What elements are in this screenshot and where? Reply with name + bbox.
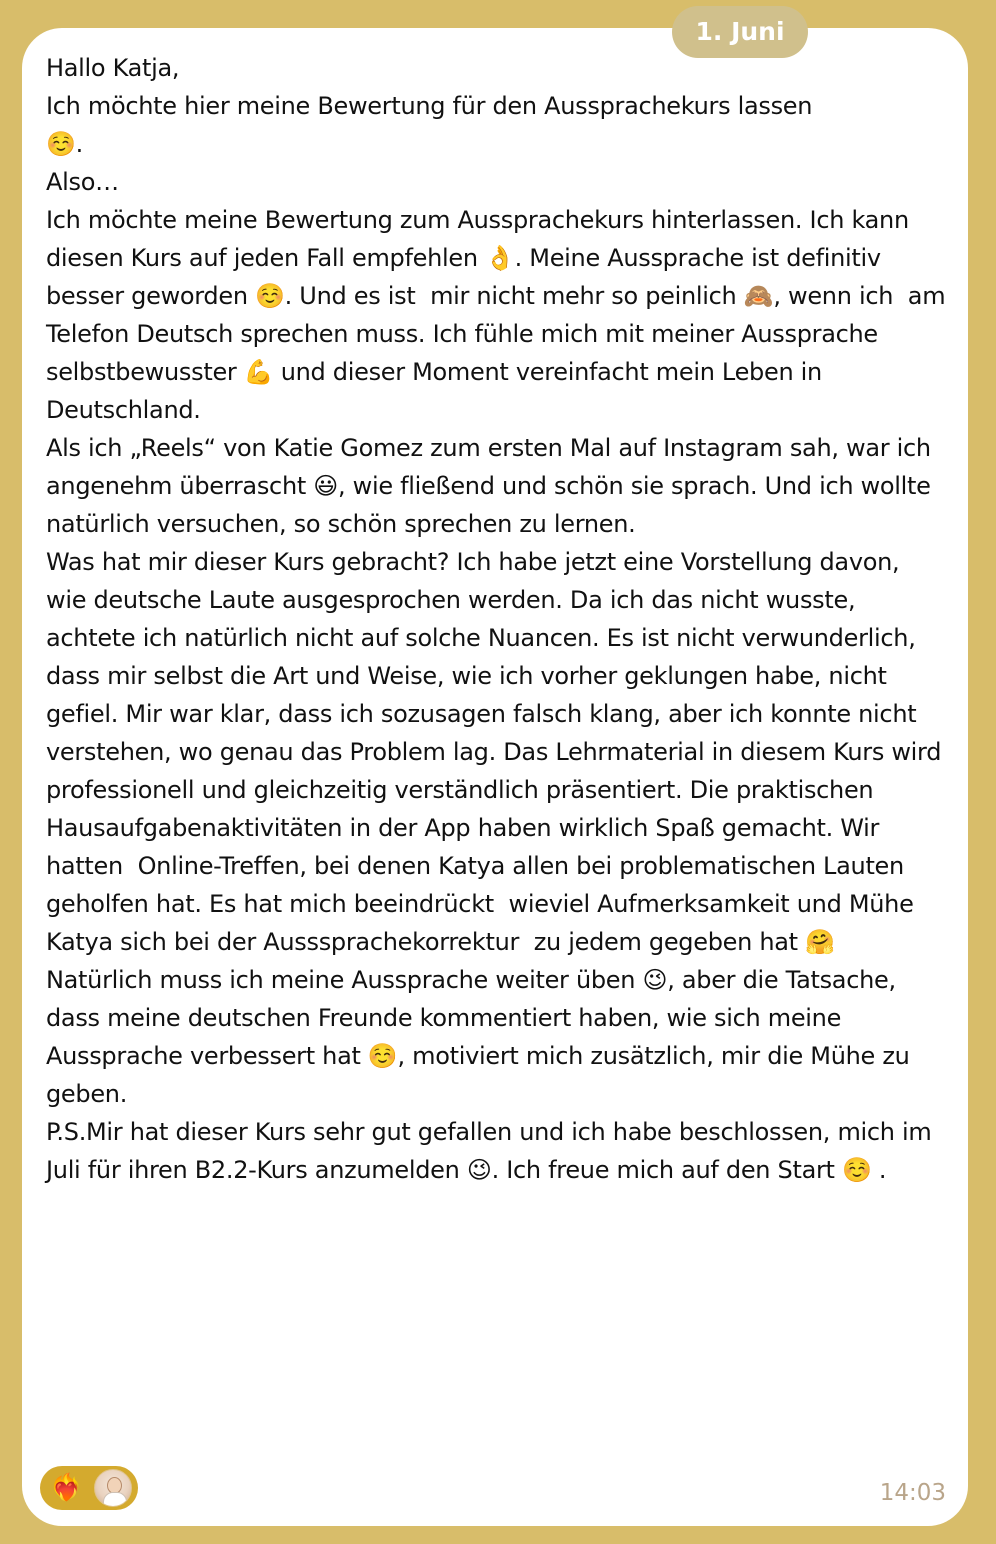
avatar-body — [103, 1492, 127, 1507]
reaction-badge[interactable] — [40, 1466, 138, 1510]
message-bubble[interactable] — [22, 28, 968, 1526]
message-paragraph: Ich möchte hier meine Bewertung für den Aussprachekurs lassen ☺️. Also… — [46, 92, 813, 196]
heart-on-fire-icon: ❤️‍🔥 — [50, 1473, 83, 1503]
message-paragraph: Hallo Katja, — [46, 54, 180, 82]
reactor-avatar[interactable] — [94, 1469, 132, 1507]
message-timestamp: 14:03 — [879, 1480, 946, 1506]
date-separator: 1. Juni — [672, 6, 808, 58]
message-paragraph: Ich möchte meine Bewertung zum Aussprachekurs hinterlassen. Ich kann diesen Kurs auf jeden Fall empfehlen 👌. Meine Aussprache ist definitiv besser geworden ☺️. Und es ist mir nicht mehr so peinlich 🙈, wenn ich am Telefon Deutsch sprechen muss. Ich fühle mich mit meiner Aussprache selbstbewusster 💪 und dieser Moment vereinfacht mein Leben in Deutschland. Als ich „Reels“ von Katie Gomez zum ersten Mal auf Instagram sah, war ich angenehm überrascht 😃, wie fließend und schön sie sprach. Und ich wollte natürlich versuchen, so schön sprechen zu lernen. — [46, 206, 946, 538]
message-paragraph: Was hat mir dieser Kurs gebracht? Ich habe jetzt eine Vorstellung davon, wie deutsche Laute ausgesprochen werden. Da ich das nicht wusste, achtete ich natürlich nicht auf solche Nuancen. Es ist nicht verwunderlich, dass mir selbst die Art und Weise, wie ich vorher geklungen habe, nicht gefiel. Mir war klar, dass ich sozusagen falsch klang, aber ich konnte nicht verstehen, wo genau das Problem lag. Das Lehrmaterial in diesem Kurs wird professionell und gleichzeitig verständlich präsentiert. Die praktischen Hausaufgabenaktivitäten in der App haben wirklich Spaß gemacht. Wir hatten Online-Treffen, bei denen Katya allen bei problematischen Lauten geholfen hat. Es hat mich beeindrückt wieviel Aufmerksamkeit und Mühe Katya sich bei der Ausssprachekorrektur zu jedem gegeben hat 🤗 Natürlich muss ich meine Aussprache weiter üben 😉, aber die Tatsache, dass meine deutschen Freunde kommentiert haben, wie sich meine Aussprache verbessert hat ☺️, motiviert mich zusätzlich, mir die Mühe zu geben. — [46, 548, 942, 1108]
message-text — [46, 49, 946, 1189]
message-paragraph: P.S.Mir hat dieser Kurs sehr gut gefallen und ich habe beschlossen, mich im Juli für ihren B2.2-Kurs anzumelden 😉. Ich freue mich auf den Start ☺️ . — [46, 1118, 939, 1184]
